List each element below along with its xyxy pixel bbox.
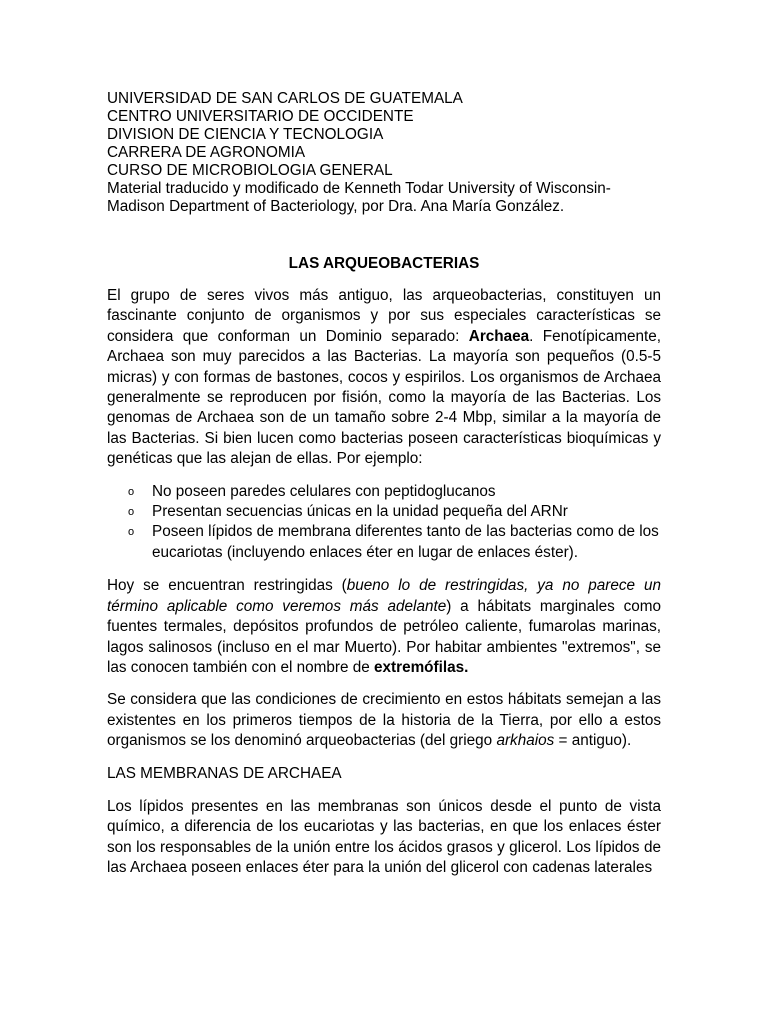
- header-line-source-1: Material traducido y modificado de Kenneth Todar University of Wisconsin-: [107, 180, 611, 197]
- document-header: [107, 90, 661, 216]
- paragraph-origin-text-b: = antiguo).: [554, 732, 632, 750]
- header-line-division: DIVISION DE CIENCIA Y TECNOLOGIA: [107, 126, 384, 143]
- section-heading-membranes: LAS MEMBRANAS DE ARCHAEA: [107, 764, 342, 782]
- list-item: [107, 482, 661, 502]
- list-item-text: No poseen paredes celulares con peptidoglucanos: [152, 482, 496, 500]
- paragraph-intro-text-a: El grupo de seres vivos más antiguo, las arqueobacterias, constituyen un fascinante conjunto de organismos y por sus especiales características se considera que conforman un Dominio separado:: [107, 287, 661, 345]
- paragraph-origin: [107, 690, 661, 751]
- characteristics-list: [107, 482, 661, 564]
- list-item-text: Poseen lípidos de membrana diferentes tanto de las bacterias como de los eucariotas (incluyendo enlaces éter en lugar de enlaces éster).: [152, 523, 659, 561]
- document-title: LAS ARQUEOBACTERIAS: [288, 255, 480, 272]
- paragraph-origin-italic: arkhaios: [496, 732, 555, 750]
- list-item: [107, 522, 661, 563]
- document-content: [107, 90, 661, 879]
- paragraph-intro: [107, 286, 661, 470]
- paragraph-habitats-italic: bueno lo de restringidas, ya no parece un término aplicable como veremos más adelante: [107, 577, 661, 615]
- header-line-source-2: Madison Department of Bacteriology, por Dra. Ana María González.: [107, 198, 565, 215]
- paragraph-habitats-bold: extremófilas.: [374, 658, 469, 676]
- bullet-marker: o: [128, 485, 135, 498]
- paragraph-habitats-text-a: Hoy se encuentran restringidas (: [107, 577, 347, 595]
- paragraph-habitats: [107, 576, 661, 678]
- list-item: [107, 502, 661, 522]
- header-line-course: CURSO DE MICROBIOLOGIA GENERAL: [107, 162, 393, 179]
- paragraph-habitats-text-b: ) a hábitats marginales como fuentes termales, depósitos profundos de petróleo caliente, fumarolas marinas, lagos salinosos (incluso en el mar Muerto). Por habitar ambientes "extremos", se las conocen también con el nombre de: [107, 597, 661, 676]
- paragraph-membranes: Los lípidos presentes en las membranas son únicos desde el punto de vista químico, a diferencia de los eucariotas y las bacterias, en que los enlaces éster son los responsables de la unión entre los ácidos grasos y glicerol. Los lípidos de las Archaea poseen enlaces éter para la unión del glicerol con cadenas laterales: [107, 797, 661, 877]
- header-line-university: UNIVERSIDAD DE SAN CARLOS DE GUATEMALA: [107, 90, 463, 107]
- paragraph-intro-text-b: . Fenotípicamente, Archaea son muy parecidos a las Bacterias. La mayoría son pequeños (0.5-5 micras) y con formas de bastones, cocos y espirilos. Los organismos de Archaea generalmente se reproducen por fisión, como la mayoría de las Bacterias. Los genomas de Archaea son de un tamaño sobre 2-4 Mbp, similar a la mayoría de las Bacterias. Si bien lucen como bacterias poseen características bioquímicas y genéticas que las alejan de ellas. Por ejemplo:: [107, 327, 661, 468]
- paragraph-origin-text-a: Se considera que las condiciones de crecimiento en estos hábitats semejan a las existentes en los primeros tiempos de la historia de la Tierra, por ello a estos organismos se los denominó arqueobacterias (del griego: [107, 691, 661, 750]
- header-line-center: CENTRO UNIVERSITARIO DE OCCIDENTE: [107, 108, 414, 125]
- list-item-text: Presentan secuencias únicas en la unidad pequeña del ARNr: [152, 503, 568, 521]
- paragraph-intro-bold-archaea: Archaea: [468, 327, 530, 345]
- bullet-marker: o: [128, 506, 135, 519]
- bullet-marker: o: [128, 526, 135, 539]
- header-line-career: CARRERA DE AGRONOMIA: [107, 144, 306, 161]
